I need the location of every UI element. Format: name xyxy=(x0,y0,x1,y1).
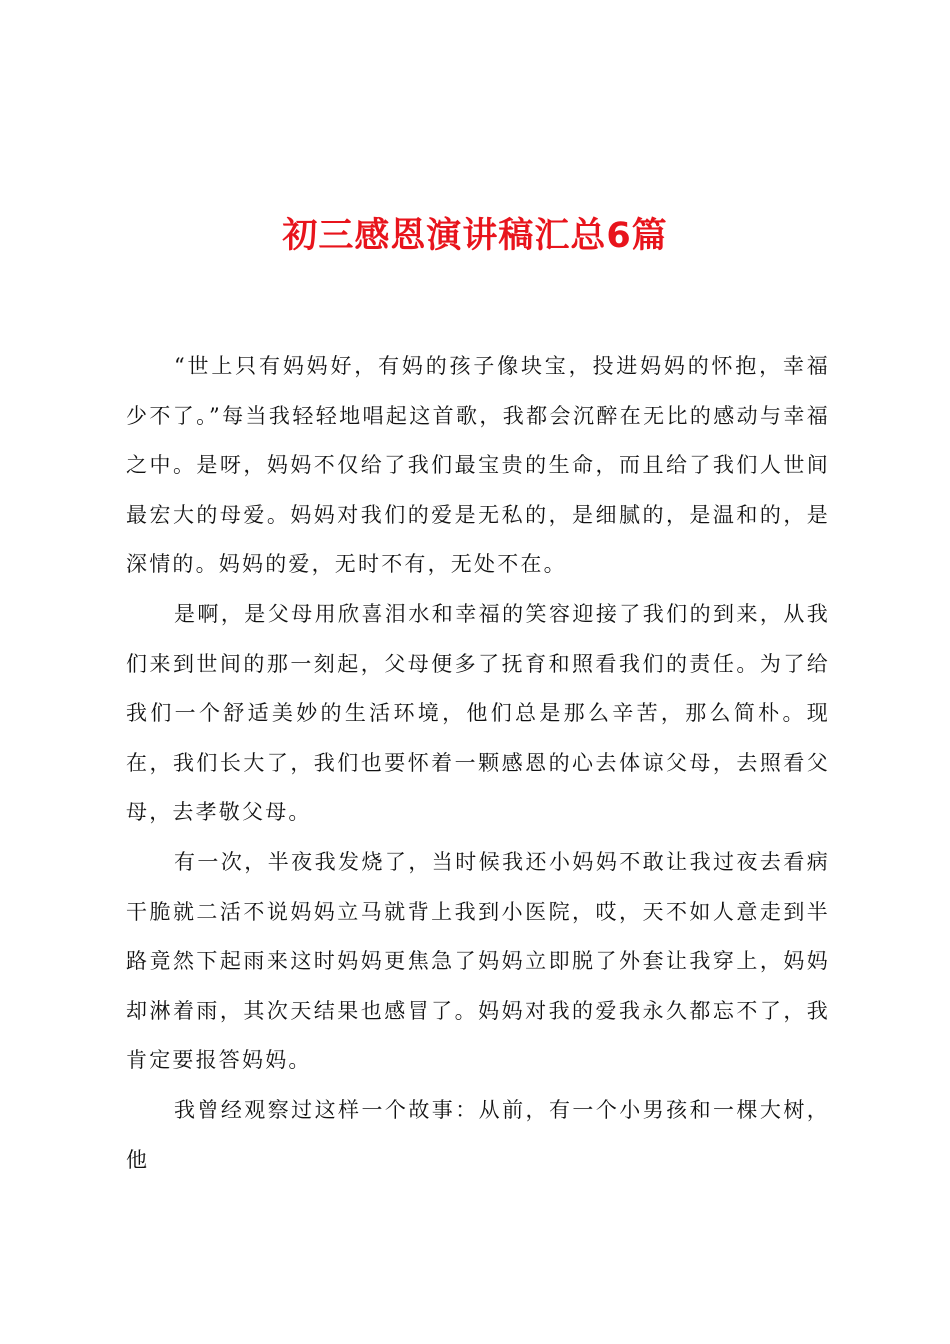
paragraph-2: 是啊，是父母用欣喜泪水和幸福的笑容迎接了我们的到来，从我们来到世间的那一刻起，父母便多了抚育和照看我们的责任。为了给我们一个舒适美妙的生活环境，他们总是那么辛苦，那么简朴。现在，我们长大了，我们也要怀着一颗感恩的心去体谅父母，去照看父母，去孝敬父母。 xyxy=(126,601,830,825)
paragraph-4: 我曾经观察过这样一个故事：从前，有一个小男孩和一棵大树，他 xyxy=(126,1097,830,1172)
document-body xyxy=(126,342,830,1185)
paragraph-3: 有一次，半夜我发烧了，当时候我还小妈妈不敢让我过夜去看病干脆就二活不说妈妈立马就背上我到小医院，哎，天不如人意走到半路竟然下起雨来这时妈妈更焦急了妈妈立即脱了外套让我穿上，妈妈却淋着雨，其次天结果也感冒了。妈妈对我的爱我永久都忘不了，我肯定要报答妈妈。 xyxy=(126,849,830,1073)
paragraph-1: “世上只有妈妈好，有妈的孩子像块宝，投进妈妈的怀抱，幸福少不了。”每当我轻轻地唱起这首歌，我都会沉醉在无比的感动与幸福之中。是呀，妈妈不仅给了我们最宝贵的生命，而且给了我们人世间最宏大的母爱。妈妈对我们的爱是无私的，是细腻的，是温和的，是深情的。妈妈的爱，无时不有，无处不在。 xyxy=(126,354,830,577)
document-title: 初三感恩演讲稿汇总6篇 xyxy=(282,216,668,256)
